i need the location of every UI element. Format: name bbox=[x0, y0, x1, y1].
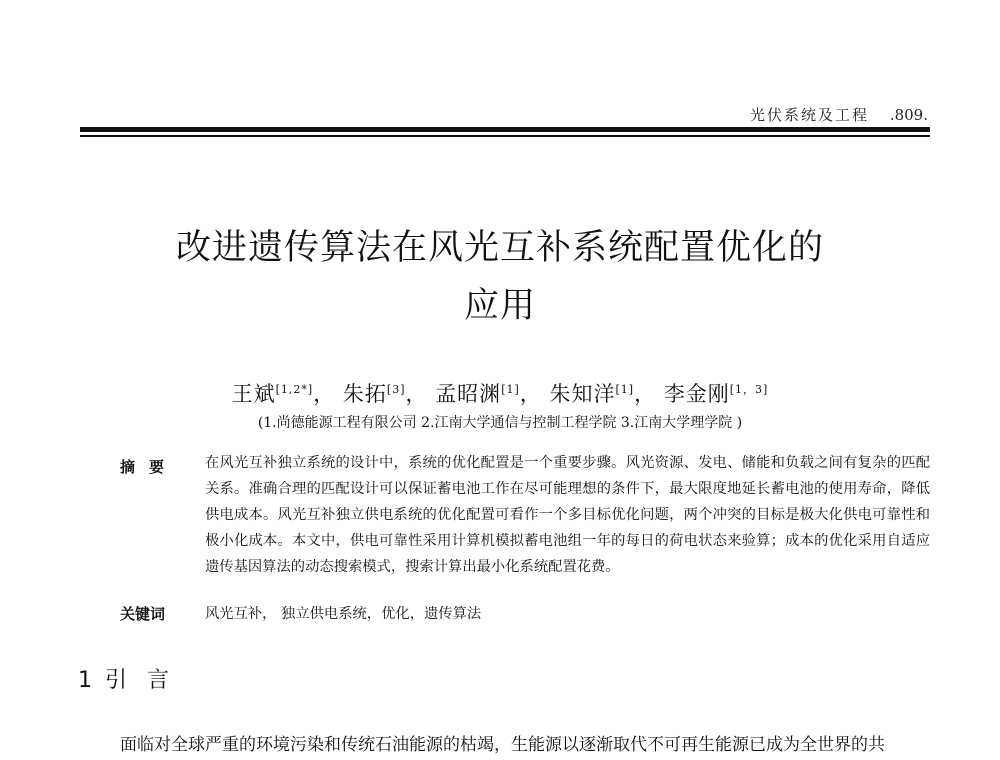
section-heading bbox=[78, 663, 189, 694]
running-header bbox=[750, 104, 928, 125]
journal-section-name: 光伏系统及工程 bbox=[750, 106, 870, 124]
keywords-label: 关键词 bbox=[120, 605, 166, 623]
author-affiliation-mark: [1,2*] bbox=[275, 383, 314, 396]
section-number: 1 bbox=[78, 668, 92, 693]
paper-title-line-1: 改进遗传算法在风光互补系统配置优化的 bbox=[175, 228, 824, 268]
header-rule-thin bbox=[80, 135, 930, 137]
header-rule-thick bbox=[80, 127, 930, 132]
author-list bbox=[0, 378, 1000, 408]
author-name: 王斌 bbox=[231, 382, 276, 406]
author-affiliation-mark: [1] bbox=[501, 383, 520, 396]
keywords-text: 风光互补， 独立供电系统，优化，遗传算法 bbox=[205, 606, 482, 622]
affiliations: (1.尚德能源工程有限公司 2.江南大学通信与控制工程学院 3.江南大学理学院 ) bbox=[257, 415, 743, 431]
body-paragraph: 面临对全球严重的环境污染和传统石油能源的枯竭，生能源以逐渐取代不可再生能源已成为全世界的共 bbox=[120, 735, 885, 755]
author-affiliation-mark: [1，3] bbox=[729, 383, 769, 396]
abstract-label: 摘要 bbox=[120, 458, 179, 476]
author-name: 孟昭渊 bbox=[435, 382, 502, 406]
author-name: 朱拓 bbox=[342, 382, 387, 406]
paper-title-line-2: 应用 bbox=[463, 286, 536, 326]
author-name: 朱知洋 bbox=[549, 382, 616, 406]
author-affiliation-mark: [1] bbox=[615, 383, 635, 396]
author-separator: ， bbox=[519, 382, 542, 406]
section-title: 引言 bbox=[105, 668, 190, 693]
author-affiliation-mark: [3] bbox=[386, 383, 406, 396]
abstract-text: 在风光互补独立系统的设计中，系统的优化配置是一个重要步骤。风光资源、发电、储能和负载之间有复杂的匹配关系。准确合理的匹配设计可以保证蓄电池工作在尽可能理想的条件下，最大限度地延长蓄电池的使用寿命，降低供电成本。风光互补独立供电系统的优化配置可看作一个多目标优化问题，两个冲突的目标是极大化供电可靠性和极小化成本。本文中，供电可靠性采用计算机模拟蓄电池组一年的每日的荷电状态来验算；成本的优化采用自适应遗传基因算法的动态搜索模式，搜索计算出最小化系统配置花费。 bbox=[205, 455, 930, 575]
author-separator: ， bbox=[405, 382, 428, 406]
author-separator: ， bbox=[634, 382, 657, 406]
author-separator: ， bbox=[313, 382, 336, 406]
page-number: .809. bbox=[889, 106, 928, 124]
author-name: 李金刚 bbox=[663, 382, 730, 406]
